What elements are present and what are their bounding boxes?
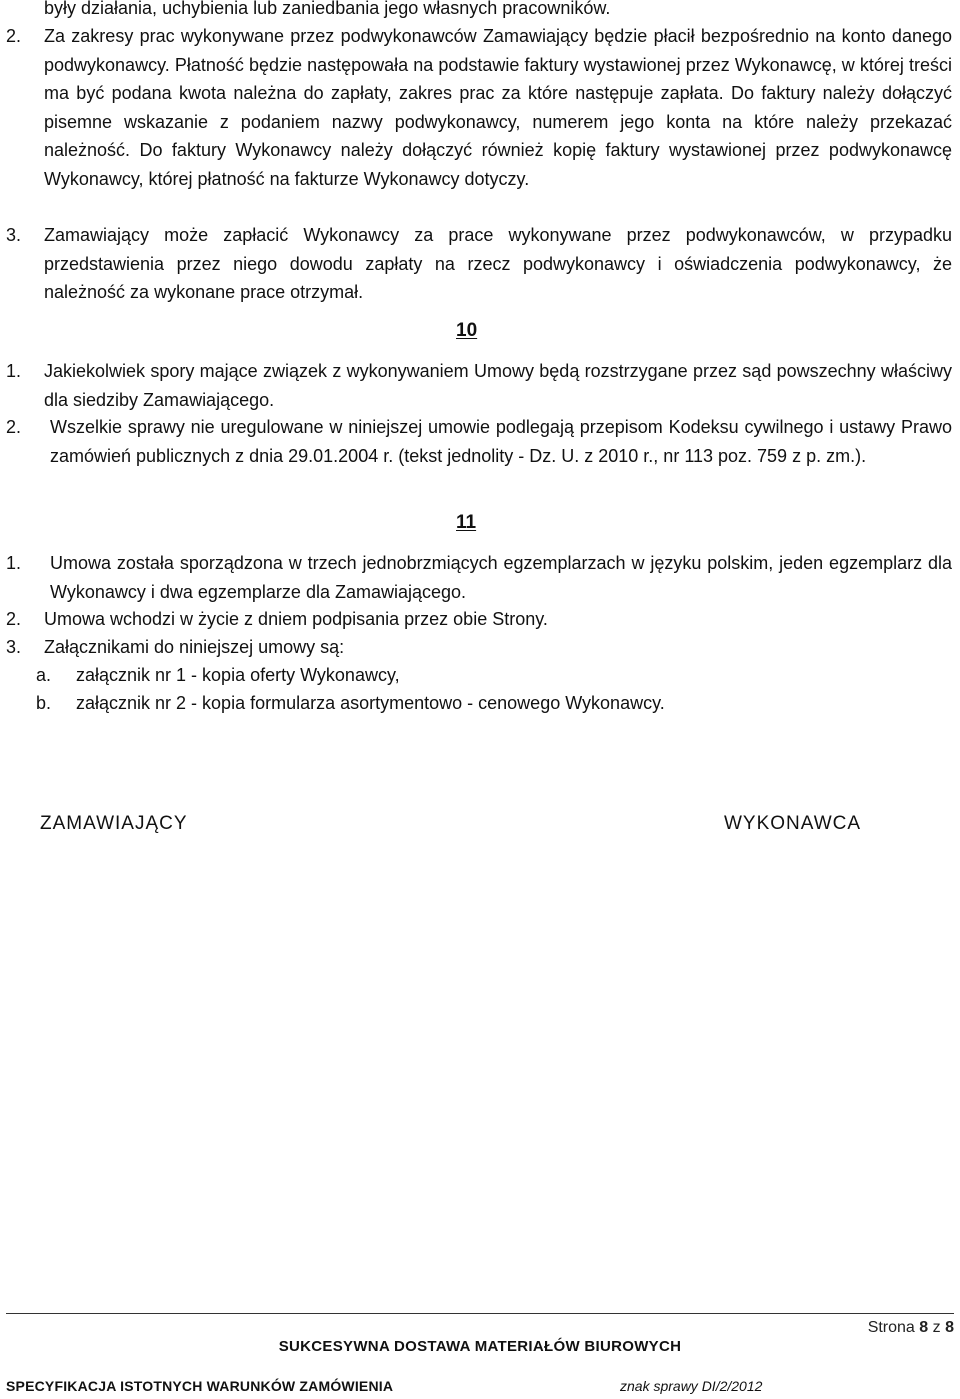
list-item	[6, 357, 952, 414]
subitem-letter: b.	[36, 693, 52, 713]
signature-zamawiajacy: ZAMAWIAJĄCY	[40, 813, 188, 834]
item-number: 3.	[6, 637, 22, 657]
item-number: 2.	[6, 417, 22, 437]
attachment-item	[36, 661, 936, 690]
item-text: Zamawiający może zapłacić Wykonawcy za prace wykonywane przez podwykonawców, w przypadku przedstawienia przez niego dowodu zapłaty na rzecz podwykonawcy i oświadczenia podwykonawcy, że należność za wykonane prace otrzymał.	[44, 225, 952, 302]
footer-title: SUKCESYWNA DOSTAWA MATERIAŁÓW BIUROWYCH	[278, 1338, 682, 1355]
item-number: 1.	[6, 553, 22, 573]
section-11-heading: 11	[456, 512, 477, 533]
list-item	[6, 22, 952, 193]
signature-wykonawca: WYKONAWCA	[724, 813, 862, 834]
item-text: Wszelkie sprawy nie uregulowane w niniejszej umowie podlegają przepisom Kodeksu cywilnego i ustawy Prawo zamówień publicznych z dnia 29.01.2004 r. (tekst jednolity - Dz. U. z 2010 r., nr 113 poz. 759 z p. zm.).	[50, 417, 952, 466]
item-number: 3.	[6, 225, 22, 245]
section-10-heading: 10	[456, 320, 478, 341]
subitem-text: załącznik nr 1 - kopia oferty Wykonawcy,	[76, 665, 400, 685]
list-item	[6, 413, 952, 470]
continuation-line: były działania, uchybienia lub zaniedbania jego własnych pracowników.	[44, 0, 611, 18]
item-text: Umowa wchodzi w życie z dniem podpisania przez obie Strony.	[44, 609, 548, 629]
list-item	[6, 605, 952, 634]
item-text: Załącznikami do niniejszej umowy są:	[44, 637, 345, 657]
item-text: Za zakresy prac wykonywane przez podwykonawców Zamawiający będzie płacił bezpośrednio na konto danego podwykonawcy. Płatność będzie następowała na podstawie faktury wystawionej przez Wykonawcę, w której treści ma być podana kwota należna do zapłaty, zakres prac za które następuje zapłata. Do faktury należy dołączyć pisemne wskazanie z podaniem nazwy podwykonawcy, numerem jego konta na które należy przekazać należność. Do faktury Wykonawcy należy dołączyć również kopię faktury wystawionej przez podwykonawcę Wykonawcy, której płatność na fakturze Wykonawcy dotyczy.	[44, 26, 952, 189]
item-number: 2.	[6, 609, 22, 629]
attachment-item	[36, 689, 936, 718]
footer-spec: SPECYFIKACJA ISTOTNYCH WARUNKÓW ZAMÓWIENIA	[6, 1378, 394, 1394]
list-item	[6, 549, 952, 606]
footer-case-ref: znak sprawy DI/2/2012	[620, 1378, 763, 1394]
subitem-text: załącznik nr 2 - kopia formularza asortymentowo - cenowego Wykonawcy.	[76, 693, 665, 713]
item-text: Umowa została sporządzona w trzech jednobrzmiących egzemplarzach w języku polskim, jeden egzemplarz dla Wykonawcy i dwa egzemplarze dla Zamawiającego.	[50, 553, 952, 602]
list-item	[6, 221, 952, 307]
subitem-letter: a.	[36, 665, 52, 685]
page-number: Strona 8 z 8	[867, 1319, 954, 1336]
footer-divider	[6, 1313, 954, 1314]
item-text: Jakiekolwiek spory mające związek z wykonywaniem Umowy będą rozstrzygane przez sąd powszechny właściwy dla siedziby Zamawiającego.	[44, 361, 952, 410]
item-number: 2.	[6, 26, 22, 46]
footer-bottom	[6, 1378, 954, 1394]
list-item	[6, 633, 952, 662]
item-number: 1.	[6, 361, 22, 381]
